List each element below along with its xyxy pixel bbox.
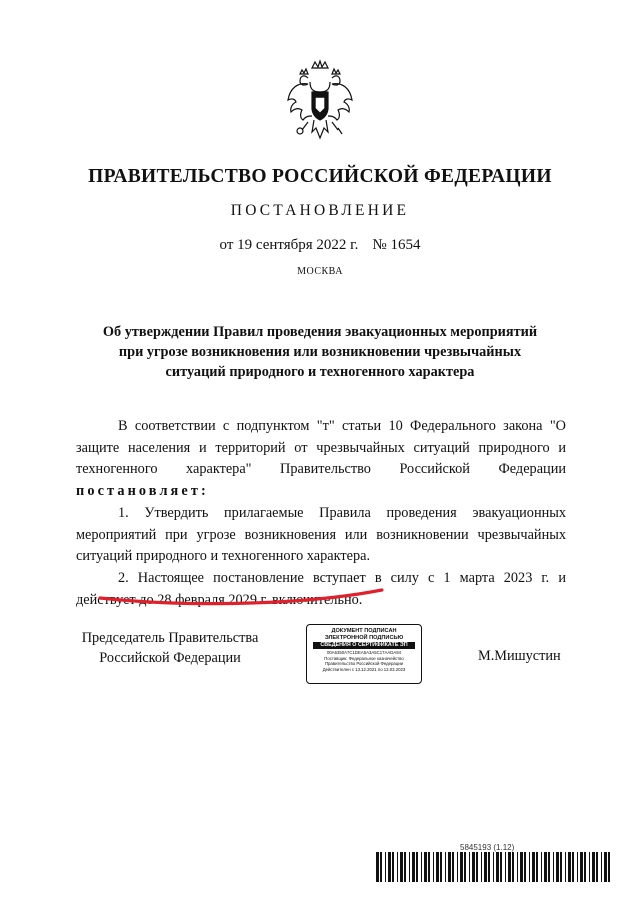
stamp-certificate-id: 00A6350A7C1DEA5A3A5C17AADA94 [326, 650, 402, 655]
document-serial: 5845193 (1.12) [460, 843, 515, 852]
document-type: ПОСТАНОВЛЕНИЕ [230, 202, 410, 219]
government-title: ПРАВИТЕЛЬСТВО РОССИЙСКОЙ ФЕДЕРАЦИИ [88, 166, 552, 187]
preamble-text: В соответствии с подпунктом "т" статьи 10 Федерального закона "О защите населения и территорий от чрезвычайных ситуаций природного и техногенного характера" Правительство Российской Федерации [76, 418, 566, 478]
stamp-certificate-header: СВЕДЕНИЯ О СЕРТИФИКАТЕ ЭП [313, 642, 415, 649]
signatory-position-line-1: Председатель Правительства [81, 630, 259, 646]
signatory-position [60, 628, 280, 668]
item-1-paragraph: 1. Утвердить прилагаемые Правила проведения эвакуационных мероприятий при угрозе возникновения или возникновении чрезвычайных ситуаций природного и техногенного характера. [76, 504, 566, 565]
electronic-signature-stamp [306, 624, 422, 684]
heading-line-3: ситуаций природного и техногенного характера [165, 364, 475, 380]
barcode-icon [376, 852, 616, 882]
red-marker-underline [96, 586, 386, 608]
stamp-line-2: ЭЛЕКТРОННОЙ ПОДПИСЬЮ [324, 634, 404, 641]
document-date-line [60, 237, 580, 254]
document-date: от 19 сентября 2022 г. [219, 237, 359, 253]
stamp-owner: Правительство Российской Федерации [324, 661, 404, 667]
signatory-name: М.Мишустин [478, 648, 561, 664]
coat-of-arms-icon [282, 58, 358, 150]
document-number: № 1654 [372, 237, 421, 253]
heading-line-2: при угрозе возникновения или возникновении чрезвычайных [118, 344, 522, 360]
resolves-word: постановляет: [76, 483, 209, 500]
signatory-position-line-2: Российской Федерации [99, 650, 241, 666]
preamble-paragraph [76, 416, 566, 503]
stamp-validity: Действителен с 13.12.2021 по 13.03.2023 [322, 666, 406, 672]
heading-line-1: Об утверждении Правил проведения эвакуационных мероприятий [102, 324, 538, 340]
item-2-paragraph: 2. Настоящее постановление вступает в силу с 1 марта 2023 г. и действует до 28 февраля 2029 г. включительно. [76, 569, 566, 608]
document-city: МОСКВА [297, 266, 343, 277]
document-heading [90, 322, 550, 382]
stamp-issuer: Поставщик: Федеральное казначейство [324, 655, 404, 661]
stamp-line-1: ДОКУМЕНТ ПОДПИСАН [331, 628, 397, 634]
document-body [76, 416, 566, 611]
